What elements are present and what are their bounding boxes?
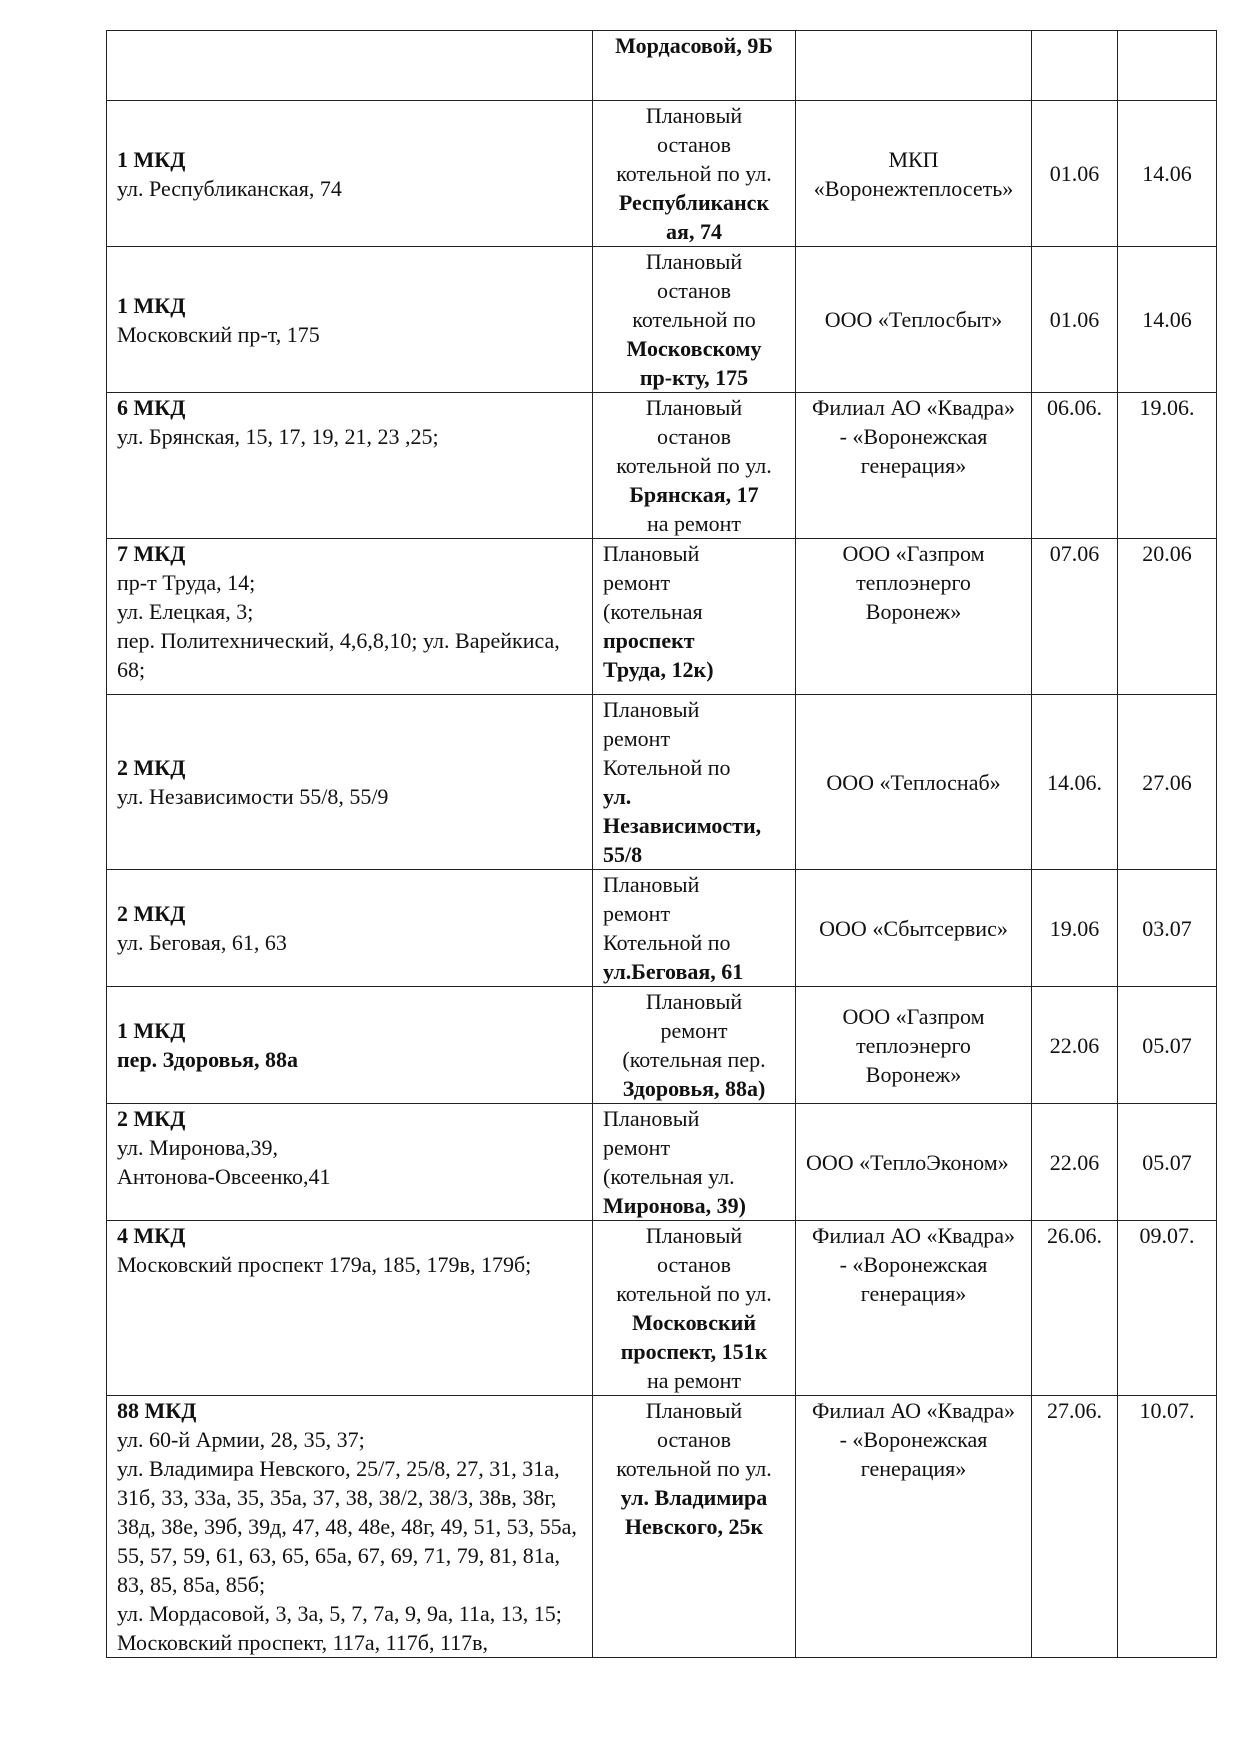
building-count: 6 МКД: [117, 395, 186, 420]
work-line: ремонт: [603, 726, 671, 751]
building-count: 1 МКД: [117, 146, 186, 172]
address-line: ул. Мордасовой, 3, 3а, 5, 7, 7а, 9, 9а, 11а, 13, 15;: [117, 1601, 562, 1626]
work-line: на ремонт: [646, 1368, 742, 1393]
table-row: [107, 101, 1217, 247]
work-line: Котельной по: [603, 930, 731, 955]
work-line: Миронова, 39): [603, 1193, 747, 1218]
work-cell: [593, 1396, 796, 1658]
start-date-cell: 07.06: [1032, 539, 1118, 695]
address-line: ул. Миронова,39,: [117, 1135, 278, 1160]
work-line: Московский: [631, 1310, 757, 1335]
work-line: котельной по ул.: [616, 453, 772, 478]
work-line: котельной по ул.: [616, 1456, 772, 1481]
table-row: [107, 695, 1217, 870]
start-date-cell: 27.06.: [1032, 1396, 1118, 1658]
end-date-cell: 05.07: [1118, 1104, 1217, 1221]
work-line: котельной по ул.: [616, 161, 772, 186]
work-cell: [593, 31, 796, 101]
work-line: котельной по ул.: [616, 1281, 772, 1306]
start-date-cell: 01.06: [1032, 101, 1118, 247]
organization-cell: ООО «Газпром теплоэнерго Воронеж»: [796, 539, 1032, 695]
start-date-cell: 22.06: [1032, 987, 1118, 1104]
address-line: ул. 60-й Армии, 28, 35, 37;: [117, 1427, 365, 1452]
table-row: [107, 393, 1217, 539]
building-count: 4 МКД: [117, 1223, 186, 1248]
work-line: на ремонт: [646, 511, 742, 536]
address-cell: [107, 1221, 593, 1396]
work-line: котельной по: [632, 307, 756, 332]
table-row: [107, 31, 1217, 101]
address-line: Московский проспект, 117а, 117б, 117в,: [117, 1630, 489, 1655]
work-line: Плановый: [645, 395, 743, 420]
organization-cell: Филиал АО «Квадра» - «Воронежская генерация»: [796, 393, 1032, 539]
end-date-cell: 10.07.: [1118, 1396, 1217, 1658]
address-line: ул. Республиканская, 74: [117, 175, 342, 201]
start-date-cell: 19.06: [1032, 870, 1118, 987]
end-date-cell: 19.06.: [1118, 393, 1217, 539]
address-cell: [107, 987, 593, 1104]
building-count: 2 МКД: [117, 901, 186, 926]
start-date-cell: 22.06: [1032, 1104, 1118, 1221]
work-line: (котельная ул.: [603, 1164, 735, 1189]
work-line: Здоровья, 88а): [622, 1076, 766, 1101]
work-line: Независимости,: [603, 813, 762, 838]
work-cell: [593, 987, 796, 1104]
work-cell: [593, 1221, 796, 1396]
work-line: ремонт: [603, 901, 671, 926]
table-row: [107, 987, 1217, 1104]
address-cell: [107, 695, 593, 870]
end-date-cell: 14.06: [1118, 101, 1217, 247]
work-line: (котельная: [603, 599, 703, 624]
work-line: останов: [656, 1427, 732, 1452]
building-count: 1 МКД: [117, 1018, 186, 1043]
address-cell: [107, 393, 593, 539]
address-line: Московский пр-т, 175: [117, 321, 320, 347]
address-line: пер. Здоровья, 88а: [117, 1047, 298, 1072]
work-cell: [593, 695, 796, 870]
work-line: Плановый: [645, 1223, 743, 1248]
work-line: Московскому: [626, 336, 762, 361]
end-date-cell: 27.06: [1118, 695, 1217, 870]
organization-cell: ООО «ТеплоЭконом»: [796, 1104, 1032, 1221]
address-cell: [107, 870, 593, 987]
end-date-cell: 09.07.: [1118, 1221, 1217, 1396]
work-line: Плановый: [603, 1106, 700, 1131]
address-line: ул. Владимира Невского, 25/7, 25/8, 27, 31, 31а, 31б, 33, 33а, 35, 35а, 37, 38, 38/2, 38/3, 38в, 38г, 38д, 38е, 39б, 39д, 47, 48, 48е, 48г, 49, 51, 53, 55а, 55, 57, 59, 61, 63, 65, 65а, 67, 69, 71, 79, 81, 81а, 83, 85, 85а, 85б;: [117, 1456, 577, 1597]
work-line: пр-кту, 175: [639, 365, 749, 390]
work-line: Плановый: [603, 872, 700, 897]
work-line: Плановый: [603, 697, 700, 722]
work-line: проспект, 151к: [620, 1339, 768, 1364]
address-cell: [107, 31, 593, 101]
building-count: 2 МКД: [117, 755, 186, 780]
building-count: 1 МКД: [117, 292, 186, 318]
organization-cell: ООО «Газпром теплоэнерго Воронеж»: [796, 987, 1032, 1104]
start-date-cell: 01.06: [1032, 247, 1118, 393]
end-date-cell: 14.06: [1118, 247, 1217, 393]
address-line: пр-т Труда, 14;: [117, 570, 256, 595]
building-count: 7 МКД: [117, 541, 186, 566]
work-line: Мордасовой, 9Б: [615, 33, 773, 58]
work-line: ул. Владимира: [620, 1485, 768, 1510]
start-date-cell: 14.06.: [1032, 695, 1118, 870]
work-line: ремонт: [603, 1135, 671, 1160]
work-line: ремонт: [603, 570, 671, 595]
work-line: Республиканск: [618, 190, 770, 215]
address-line: Московский проспект 179а, 185, 179в, 179б;: [117, 1252, 532, 1277]
table-row: [107, 1221, 1217, 1396]
work-cell: [593, 1104, 796, 1221]
work-line: Плановый: [645, 1398, 743, 1423]
work-line: 55/8: [603, 842, 643, 867]
work-line: (котельная пер.: [622, 1047, 766, 1072]
address-line: ул. Беговая, 61, 63: [117, 930, 287, 955]
address-line: ул. Брянская, 15, 17, 19, 21, 23 ,25;: [117, 424, 439, 449]
address-cell: [107, 539, 593, 695]
end-date-cell: 03.07: [1118, 870, 1217, 987]
work-cell: [593, 247, 796, 393]
organization-cell: Филиал АО «Квадра» - «Воронежская генерация»: [796, 1396, 1032, 1658]
work-line: Невского, 25к: [624, 1514, 764, 1539]
work-line: ул.: [603, 784, 632, 809]
work-line: Плановый: [645, 989, 743, 1014]
work-line: ул.Беговая, 61: [603, 959, 744, 984]
address-cell: [107, 1104, 593, 1221]
address-line: Антонова-Овсеенко,41: [117, 1164, 331, 1189]
address-cell: [107, 101, 593, 247]
organization-cell: ООО «Теплоснаб»: [796, 695, 1032, 870]
table-row: [107, 1396, 1217, 1658]
address-cell: [107, 1396, 593, 1658]
work-line: Плановый: [645, 249, 743, 274]
organization-cell: ООО «Сбытсервис»: [796, 870, 1032, 987]
work-cell: [593, 870, 796, 987]
table-row: [107, 247, 1217, 393]
organization-cell: МКП «Воронежтеплосеть»: [796, 101, 1032, 247]
work-cell: [593, 539, 796, 695]
end-date-cell: [1118, 31, 1217, 101]
organization-cell: Филиал АО «Квадра» - «Воронежская генерация»: [796, 1221, 1032, 1396]
work-line: проспект: [603, 628, 695, 653]
work-line: останов: [656, 132, 732, 157]
building-count: 2 МКД: [117, 1106, 186, 1131]
work-line: ремонт: [660, 1018, 728, 1043]
table-row: [107, 539, 1217, 695]
work-line: Труда, 12к): [603, 657, 714, 682]
start-date-cell: 26.06.: [1032, 1221, 1118, 1396]
work-line: Брянская, 17: [629, 482, 759, 507]
organization-cell: ООО «Теплосбыт»: [796, 247, 1032, 393]
address-line: ул. Независимости 55/8, 55/9: [117, 784, 389, 809]
table-row: [107, 1104, 1217, 1221]
work-cell: [593, 101, 796, 247]
work-line: останов: [656, 278, 732, 303]
work-line: Плановый: [645, 103, 743, 128]
start-date-cell: 06.06.: [1032, 393, 1118, 539]
end-date-cell: 05.07: [1118, 987, 1217, 1104]
start-date-cell: [1032, 31, 1118, 101]
work-line: Плановый: [603, 541, 700, 566]
work-cell: [593, 393, 796, 539]
heating-outage-table: [106, 30, 1217, 1658]
work-line: останов: [656, 1252, 732, 1277]
work-line: останов: [656, 424, 732, 449]
end-date-cell: 20.06: [1118, 539, 1217, 695]
organization-cell: [796, 31, 1032, 101]
address-line: пер. Политехнический, 4,6,8,10; ул. Варейкиса, 68;: [117, 628, 560, 682]
address-cell: [107, 247, 593, 393]
work-line: Котельной по: [603, 755, 731, 780]
work-line: ая, 74: [666, 219, 722, 244]
table-row: [107, 870, 1217, 987]
address-line: ул. Елецкая, 3;: [117, 599, 254, 624]
building-count: 88 МКД: [117, 1398, 197, 1423]
